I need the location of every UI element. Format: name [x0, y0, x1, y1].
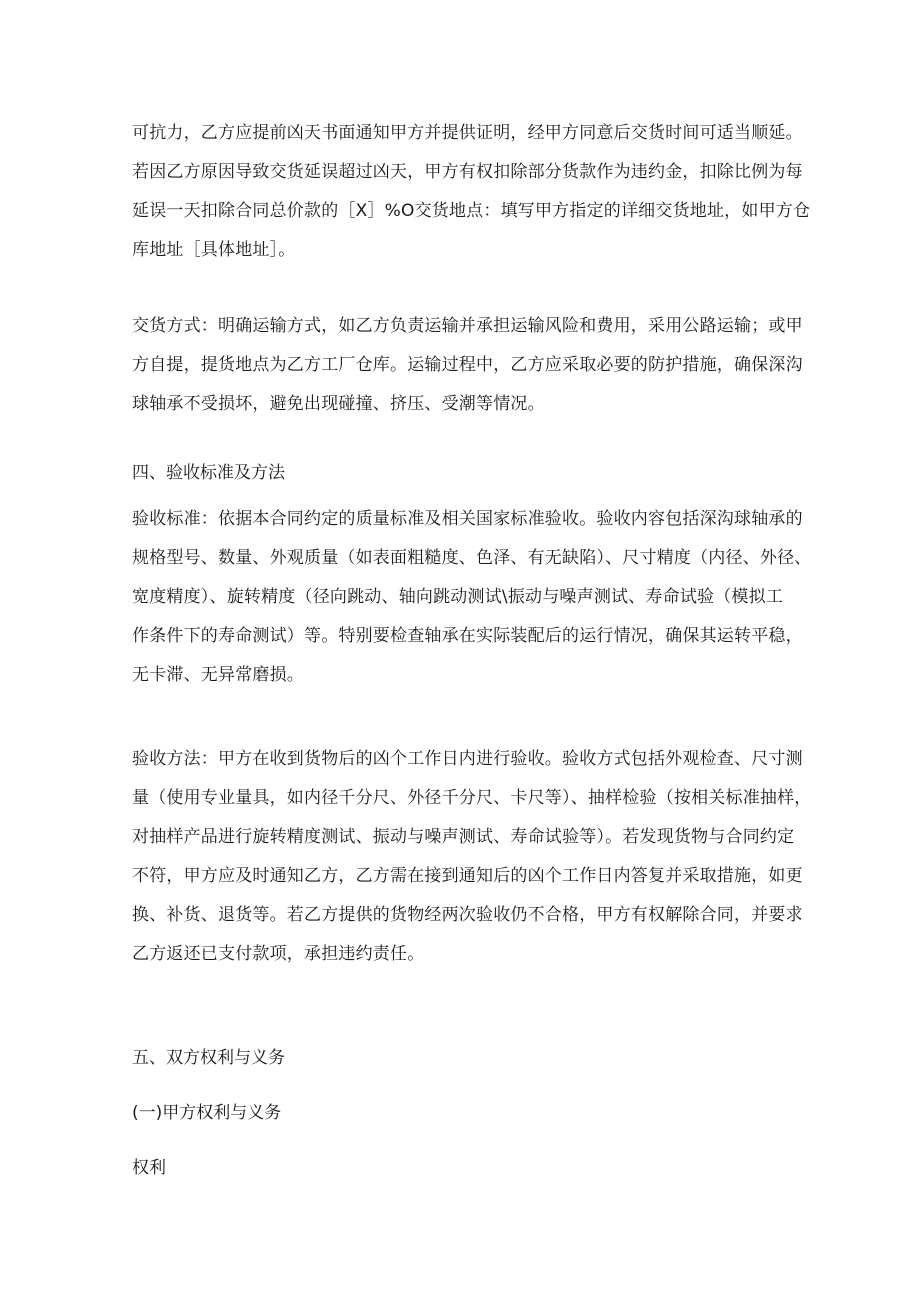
paragraph-delivery-method — [132, 307, 803, 424]
section-heading-rights-obligations: 五、双方权利与义务 — [132, 1048, 285, 1068]
text-line: 作条件下的寿命测试）等。特别要检查轴承在实际装配后的运行情况，确保其运转平稳， — [132, 626, 803, 646]
text-line: 库地址［具体地址］。 — [132, 240, 296, 260]
text-line: 延误一天扣除合同总价款的［X］%O交货地点：填写甲方指定的详细交货地址，如甲方仓 — [132, 201, 811, 221]
paragraph-acceptance-method — [132, 740, 812, 974]
text-line: 乙方返还已支付款项，承担违约责任。 — [132, 944, 425, 964]
text-line: 若因乙方原因导致交货延误超过凶天，甲方有权扣除部分货款作为违约金，扣除比例为每 — [132, 162, 803, 182]
text-line: 验收标准：依据本合同约定的质量标准及相关国家标准验收。验收内容包括深沟球轴承的 — [132, 509, 803, 529]
paragraph-delivery-delay — [132, 114, 811, 270]
paragraph-acceptance-standard — [132, 500, 812, 695]
text-line: 方自提，提货地点为乙方工厂仓库。运输过程中，乙方应采取必要的防护措施，确保深沟 — [132, 355, 803, 375]
text-line: 验收方法：甲方在收到货物后的凶个工作日内进行验收。验收方式包括外观检查、尺寸测 — [132, 749, 803, 769]
subheading-party-a: (一)甲方权利与义务 — [132, 1103, 282, 1123]
text-line: 不符，甲方应及时通知乙方，乙方需在接到通知后的凶个工作日内答复并采取措施，如更 — [132, 866, 803, 886]
subheading-rights: 权利 — [132, 1158, 166, 1178]
text-line: 对抽样产品进行旋转精度测试、振动与噪声测试、寿命试验等）。若发现货物与合同约定 — [132, 827, 795, 847]
text-line: 无卡滞、无异常磨损。 — [132, 665, 304, 685]
section-heading-acceptance: 四、验收标准及方法 — [132, 463, 285, 483]
text-line: 宽度精度）、旋转精度（径向跳动、轴向跳动测试\振动与噪声测试、寿命试验（模拟工 — [132, 587, 784, 607]
text-line: 规格型号、数量、外观质量（如表面粗糙度、色泽、有无缺陷）、尺寸精度（内径、外径、 — [132, 548, 812, 568]
text-line: 可抗力，乙方应提前凶天书面通知甲方并提供证明，经甲方同意后交货时间可适当顺延。 — [132, 123, 803, 143]
text-line: 球轴承不受损坏，避免出现碰撞、挤压、受潮等情况。 — [132, 394, 545, 414]
text-line: 交货方式：明确运输方式，如乙方负责运输并承担运输风险和费用，采用公路运输；或甲 — [132, 316, 803, 336]
text-line: 量（使用专业量具，如内径千分尺、外径千分尺、卡尺等）、抽样检验（按相关标准抽样， — [132, 788, 812, 808]
text-line: 换、补货、退货等。若乙方提供的货物经两次验收仍不合格，甲方有权解除合同，并要求 — [132, 905, 803, 925]
